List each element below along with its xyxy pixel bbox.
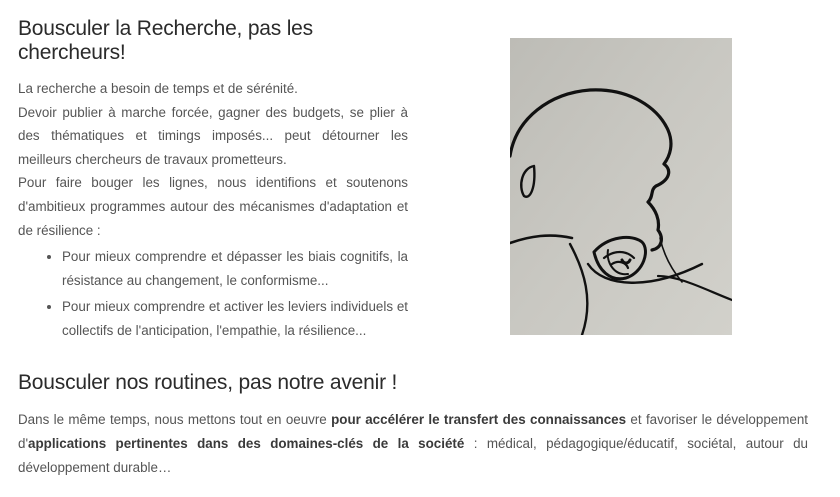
routines-text: et favoriser le développement d': [18, 412, 808, 451]
research-bullet-list: [18, 245, 408, 342]
bullet-item: • Pour mieux comprendre et dépasser les biais cognitifs, la résistance au changement, le conformisme...: [62, 245, 408, 293]
research-paragraph: Devoir publier à marche forcée, gagner des budgets, se plier à des thématiques et timings imposés... peut détourner les meilleurs chercheurs de travaux prometteurs.: [18, 104, 408, 167]
research-heading: Bousculer la Recherche, pas les chercheurs!: [18, 17, 313, 64]
routines-bold-text: pour accélérer le transfert des connaissances: [331, 412, 627, 427]
routines-text: Dans le même temps, nous mettons tout en oeuvre: [18, 412, 332, 427]
routines-heading: Bousculer nos routines, pas notre avenir !: [18, 371, 398, 394]
routines-section: [18, 371, 808, 480]
research-intro: La recherche a besoin de temps et de sérénité.: [18, 81, 298, 96]
routines-paragraph: [18, 408, 808, 480]
research-section: [18, 17, 408, 344]
ink-drawing-image: [510, 38, 732, 335]
routines-text: : médical, pédagogique/éducatif, sociétal, autour du développement durable…: [18, 436, 808, 475]
bullet-item: • Pour mieux comprendre et activer les leviers individuels et collectifs de l'anticipation, l'empathie, la résilience...: [62, 295, 408, 343]
research-paragraph: Pour faire bouger les lignes, nous identifions et soutenons d'ambitieux programmes autour des mécanismes d'adaptation et de résilience :: [18, 175, 408, 238]
routines-bold-text: applications pertinentes dans des domaines-clés de la société: [28, 436, 465, 451]
